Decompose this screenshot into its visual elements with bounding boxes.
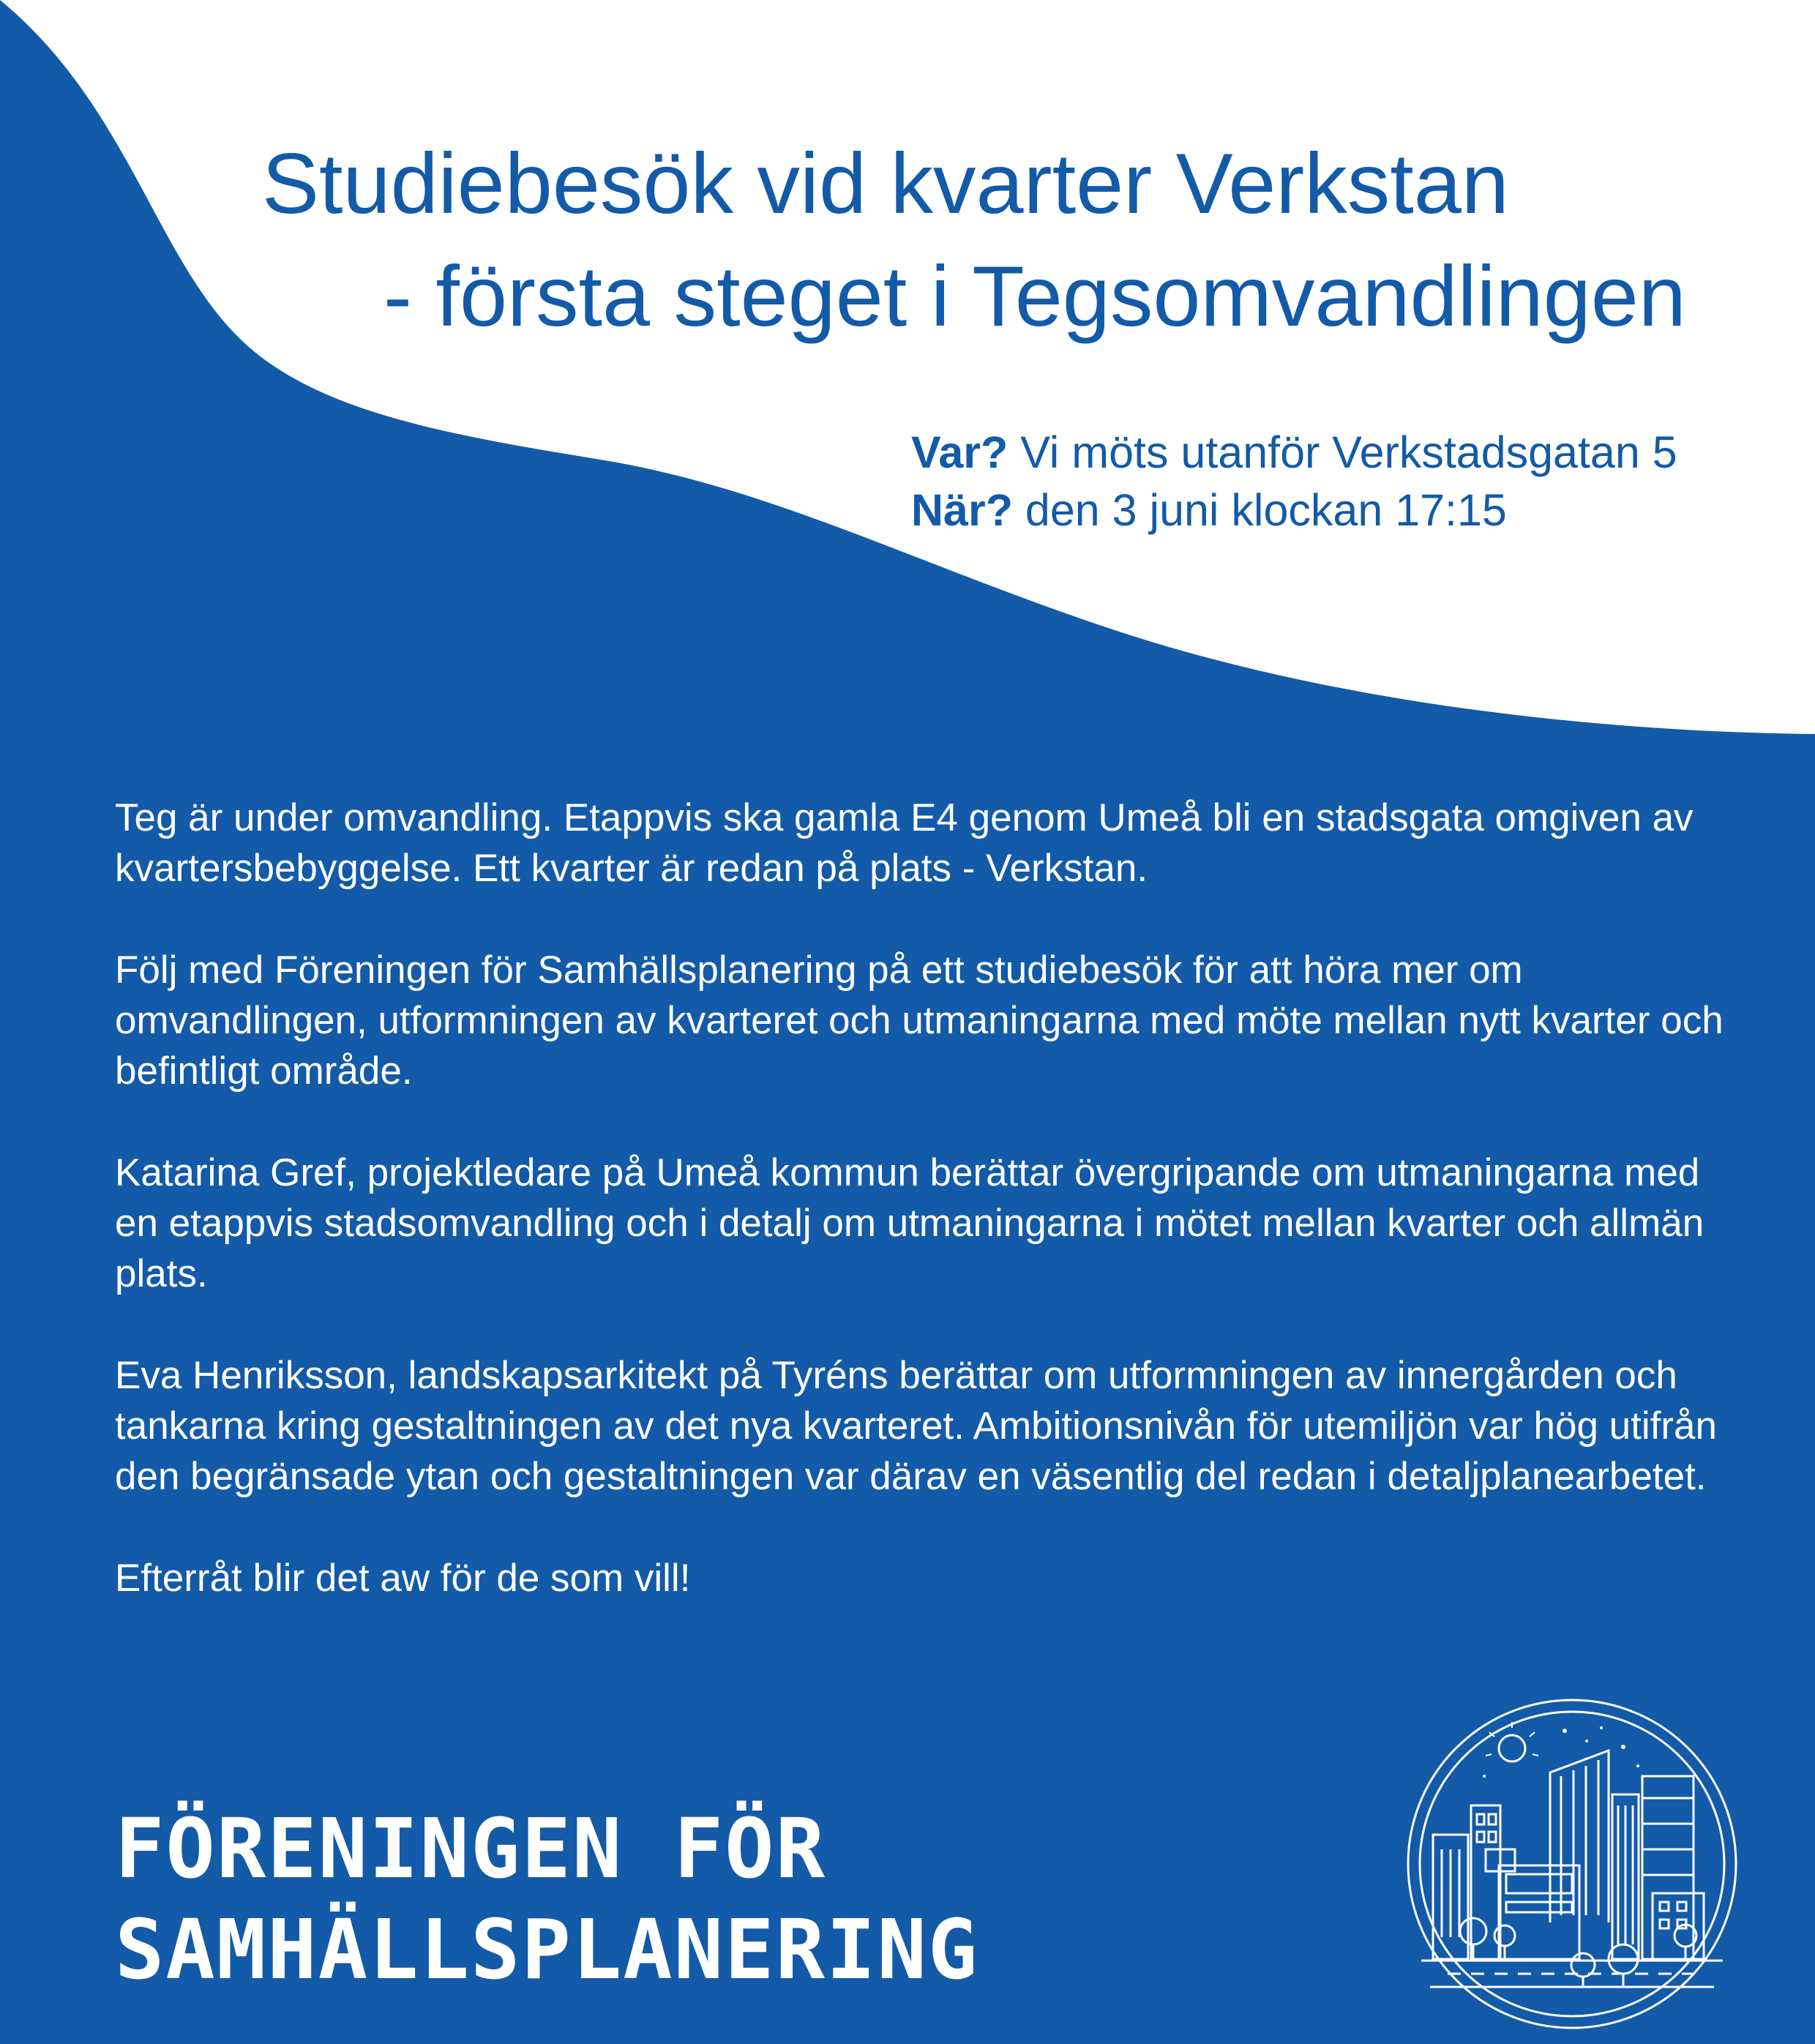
when-text: den 3 juni klockan 17:15: [1012, 485, 1507, 535]
association-logo-text: [115, 1799, 978, 2001]
title-line-2: - första steget i Tegsomvandlingen: [383, 248, 1686, 344]
where-label: Var?: [911, 427, 1008, 477]
city-skyline-emblem-icon: [1404, 1696, 1740, 2032]
paragraph-intro: Teg är under omvandling. Etappvis ska gamla E4 genom Umeå bli en stadsgata omgiven av kvartersbebyggelse. Ett kvarter är redan på plats - Verkstan.: [115, 796, 1694, 890]
body-text: [115, 793, 1725, 1655]
where-text: Vi möts utanför Verkstadsgatan 5: [1008, 427, 1677, 477]
paragraph-speaker-1: Katarina Gref, projektledare på Umeå kommun berättar övergripande om utmaningarna med en etappvis stadsomvandling och i detalj om utmaningarna i mötet mellan kvarter och allmän plats.: [115, 1151, 1704, 1295]
paragraph-closing: Efterråt blir det aw för de som vill!: [115, 1557, 691, 1600]
logo-line-1: FÖRENINGEN FÖR: [115, 1802, 827, 1897]
where-line: [911, 427, 1677, 477]
title-line-1: Studiebesök vid kvarter Verkstan: [262, 135, 1509, 231]
when-label: När?: [911, 485, 1013, 535]
when-line: [911, 485, 1507, 535]
paragraph-invite: Följ med Föreningen för Samhällsplanering på ett studiebesök för att höra mer om omvandlingen, utformningen av kvarteret och utmaningarna med möte mellan nytt kvarter och befintligt område.: [115, 948, 1724, 1093]
logo-line-2: SAMHÄLLSPLANERING: [115, 1903, 979, 1998]
header-wave-shape: [0, 0, 1815, 739]
paragraph-speaker-2: Eva Henriksson, landskapsarkitekt på Tyréns berättar om utformningen av innergården och tankarna kring gestaltningen av det nya kvarteret. Ambitionsnivån för utemiljön var hög utifrån den begränsade ytan och gestaltningen var därav en väsentlig del redan i detaljplanearbetet.: [115, 1354, 1717, 1498]
